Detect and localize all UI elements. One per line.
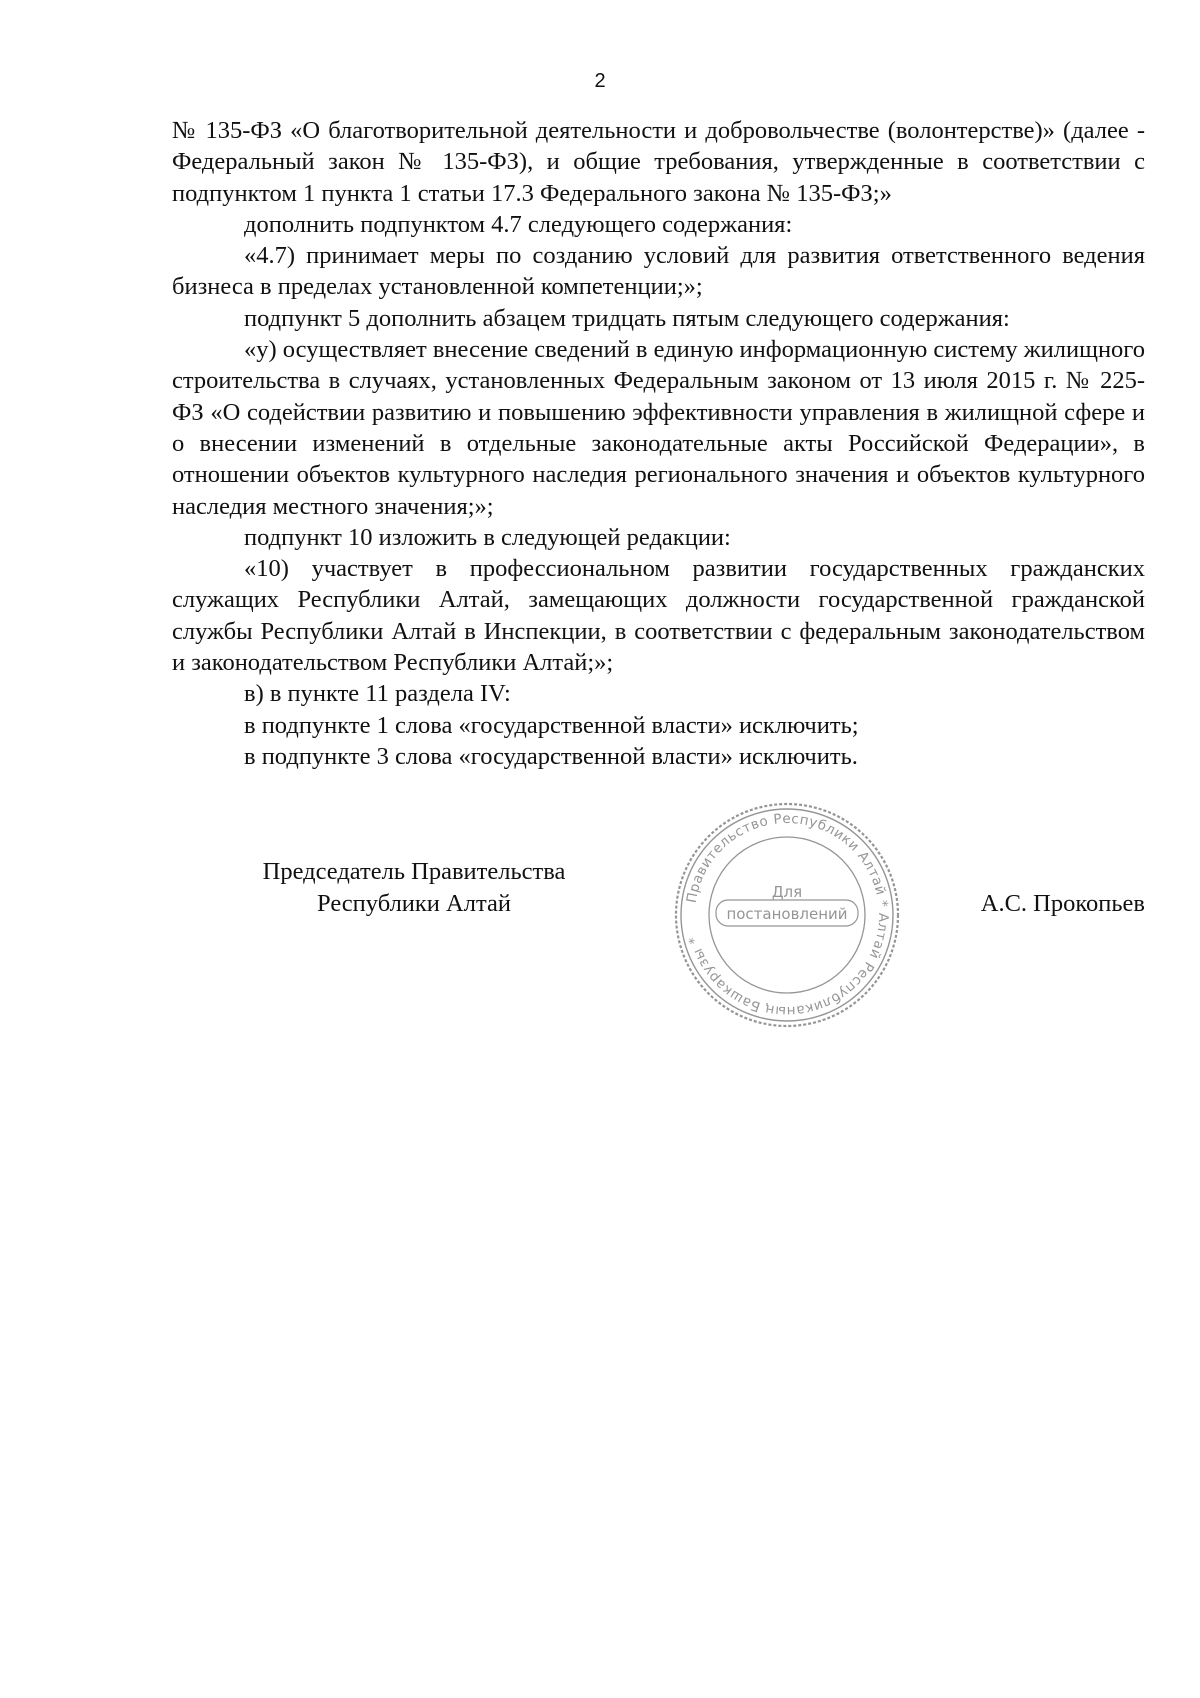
document-body [172,115,1145,772]
paragraph-7: «10) участвует в профессиональном развитии государственных гражданских служащих Республики Алтай, замещающих должности государственной гражданской службы Республики Алтай в Инспекции, в соответствии с федеральным законодательством и законодательством Республики Алтай;»; [172,555,1145,677]
paragraph-3: «4.7) принимает меры по созданию условий для развития ответственного ведения бизнеса в пределах установленной компетенции;»; [172,242,1145,301]
signer-name: А.С. Прокопьев [980,890,1145,917]
seal-center-line-1: Для [771,883,803,901]
paragraph-1: № 135-ФЗ «О благотворительной деятельности и добровольчестве (волонтерстве)» (далее - Федеральный закон № 135-ФЗ), и общие требования, утвержденные в соответствии с подпунктом 1 пункта 1 статьи 17.3 Федерального закона № 135-ФЗ;» [172,117,1145,207]
paragraph-2: дополнить подпунктом 4.7 следующего содержания: [244,210,793,238]
seal-center-line-2: постановлений [726,905,848,923]
official-seal [672,800,902,1030]
page-number: 2 [594,70,606,92]
paragraph-6: подпункт 10 изложить в следующей редакции: [244,523,731,551]
paragraph-8: в) в пункте 11 раздела IV: [244,680,511,708]
paragraph-9: в подпункте 1 слова «государственной власти» исключить; [244,711,859,739]
paragraph-4: подпункт 5 дополнить абзацем тридцать пятым следующего содержания: [244,304,1010,332]
signer-title-line-1: Председатель Правительства [262,858,566,885]
signer-title-line-2: Республики Алтай [317,890,511,917]
seal-outer-text: Правительство Республики Алтай * Алтай Республиканың Башкарузы * [683,810,892,1020]
signer-title [222,856,606,920]
paragraph-5: «у) осуществляет внесение сведений в единую информационную систему жилищного строительства в случаях, установленных Федеральным законом от 13 июля 2015 г. № 225-ФЗ «О содействии развитию и повышению эффективности управления в жилищной сфере и о внесении изменений в отдельные законодательные акты Российской Федерации», в отношении объектов культурного наследия регионального значения и объектов культурного наследия местного значения;»; [172,336,1145,520]
paragraph-10: в подпункте 3 слова «государственной власти» исключить. [244,742,858,770]
